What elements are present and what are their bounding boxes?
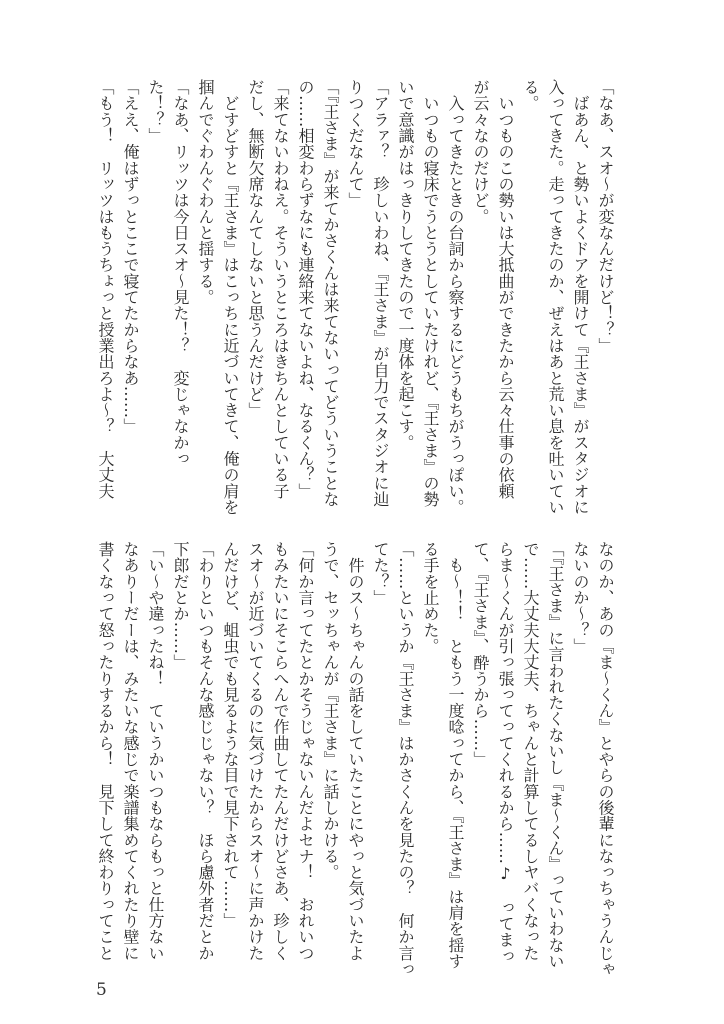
text-line: なありーだーは、みたいな感じで楽譜集めてくれたり壁に [121,541,140,961]
text-line: いつもの寝床でうとうとしていたけれど、『王さま』の勢 [421,79,440,508]
text-line: 「もう！ リッツはもうちょっと授業出ろよ〜？ 大丈夫 [96,79,115,499]
text-line: いつものこの勢いは大抵曲ができたから云々仕事の依頼 [496,79,515,499]
text-line: うで、セッちゃんが『王さま』に話しかける。 [321,541,340,881]
text-block-top [93,79,618,516]
text-line: 「ええ、俺はずっとここで寝てたからなあ……」 [121,79,140,435]
text-line: なのか、あの『ま〜くん』とやらの後輩になっちゃうんじゃ [596,541,615,978]
text-line: 入ってきた。走ってきたのか、ぜえはあと荒い息を吐いてい [546,79,565,516]
text-line: る手を止めた。 [421,541,440,655]
text-line: どすどすと『王さま』はこっちに近づいてきて、俺の肩を [221,79,240,516]
text-line: 「何か言ってたとかそうじゃないんだよセナ！ おれいつ [296,541,315,961]
text-line: ばあん、と勢いよくドアを開けて『王さま』がスタジオに [571,79,590,516]
text-line: 「……というか『王さま』はかさくんを見たの？ 何か言っ [396,541,415,978]
text-line: て、『王さま』、酔うから……」 [471,541,490,768]
text-line: てた？」 [371,541,390,606]
text-line: ないのか〜？」 [571,541,590,655]
text-line: 入ってきたときの台詞から察するにどうもちがうっぽい。 [446,79,465,516]
text-line: スオ〜が近づいてくるのに気づけたからスオ〜に声かけた [246,541,265,961]
text-line: も〜！！ ともう一度唸ってから、『王さま』は肩を揺す [446,541,465,970]
text-line: 「来てないわねえ。そういうところはきちんとしている子 [271,79,290,499]
text-line: 「『王さま』に言われたくないし『ま〜くん』っていわない [546,541,565,970]
text-line: の……相変わらずなにも連絡来てないよね、なるくん？」 [296,79,315,499]
text-line: 件のス〜ちゃんの話をしていたことにやっと気づいたよ [346,541,365,961]
text-line: いで意識がはっきりしてきたので一度体を起こす。 [396,79,415,451]
text-line: た！？」 [146,79,165,144]
text-line: りつくだなんて」 [346,79,365,209]
text-line: 「アラァ？ 珍しいわね、『王さま』が自力でスタジオに辿 [371,79,390,508]
text-line: 「わりといつもそんな感じじゃない？ ほら慮外者だとか [196,541,215,961]
text-line: で……大丈夫大丈夫、ちゃんと計算してるしヤバくなった [521,541,540,961]
text-line: 「『王さま』が来てかさくんは来てないってどういうことな [321,79,340,508]
text-line: が云々なのだけど。 [471,79,490,225]
text-line: 掴んでぐわんぐわんと揺する。 [196,79,215,306]
text-line: らま〜くんが引っ張ってってくれるから……♪ ってまっ [496,541,515,964]
text-line: んだけど、蛆虫でも見るような目で見下されて……」 [221,541,240,929]
text-line: 「なあ、リッツは今日スオ〜見た！？ 変じゃなかっ [171,79,190,467]
text-line: る。 [521,79,540,112]
page-number: 5 [96,980,107,1000]
text-block-bottom [93,541,618,978]
text-line: 書くなって怒ったりするから！ 見下して終わりってこと [96,541,115,961]
text-line: もみたいにそこらへんで作曲してたんだけどさあ、珍しく [271,541,290,961]
text-line: 下郎だとか……」 [171,541,190,671]
text-line: だし、無断欠席なんてしないと思うんだけど」 [246,79,265,419]
text-line: 「い〜や違ったね！ ていうかいつもならもっと仕方ない [146,541,165,961]
text-line: 「なあ、スオ〜が変なんだけど！？」 [596,79,615,354]
